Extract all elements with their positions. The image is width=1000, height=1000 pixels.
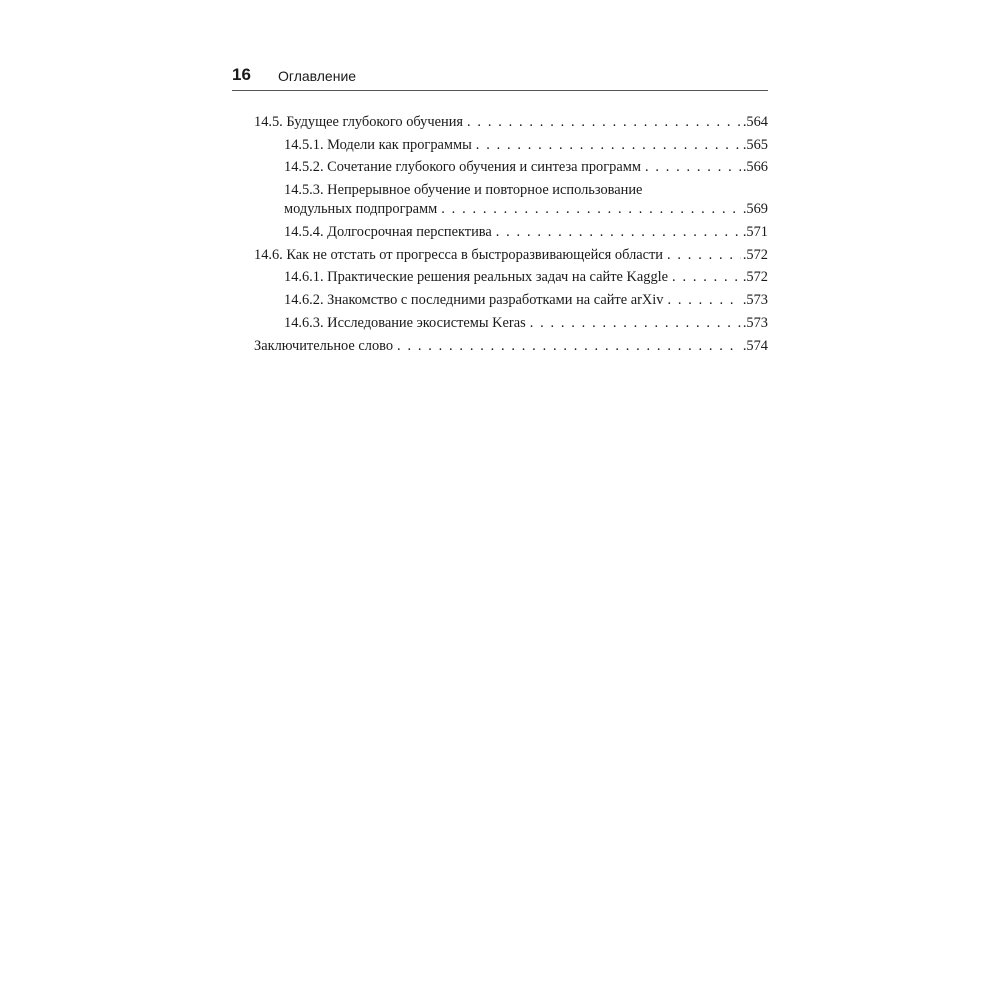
toc-entry-page: .574 <box>742 337 768 354</box>
toc-entry-14-5-4[interactable] <box>254 223 768 242</box>
toc-entry-page: .573 <box>742 292 768 309</box>
toc-entry-title: 14.6.1. Практические решения реальных задач на сайте Kaggle <box>284 269 669 286</box>
toc-entry-title: 14.6.3. Исследование экосистемы Keras <box>284 314 526 331</box>
toc-entry-page: .569 <box>742 201 768 218</box>
toc-entry-page: .572 <box>742 246 768 263</box>
toc-entry-title: 14.5.1. Модели как программы <box>284 136 472 153</box>
toc-entry-14-6-2[interactable] <box>254 291 768 310</box>
toc-entry-14-5-3[interactable] <box>254 181 768 219</box>
toc-entry-14-6-3[interactable] <box>254 314 768 333</box>
toc-entry-page: .564 <box>742 114 768 130</box>
dot-leader <box>530 314 741 333</box>
toc-entry-14-6[interactable] <box>254 246 768 265</box>
toc-entry-14-5-1[interactable] <box>254 136 768 155</box>
toc-entry-page: .572 <box>742 269 768 286</box>
toc-entry-14-5-2[interactable] <box>254 158 768 177</box>
dot-leader <box>496 223 741 242</box>
toc-entry-title-line1: 14.5.3. Непрерывное обучение и повторное использование <box>284 182 643 199</box>
toc-entry-title: 14.6. Как не отстать от прогресса в быстроразвивающейся области <box>254 246 664 263</box>
toc-entry-conclusion[interactable] <box>254 337 768 356</box>
toc-entry-title: Заключительное слово <box>254 337 394 354</box>
running-title: Оглавление <box>278 68 357 84</box>
toc-entry-page: .565 <box>742 136 768 153</box>
page-number: 16 <box>232 65 251 84</box>
toc-entry-14-6-1[interactable] <box>254 268 768 287</box>
toc-entry-page: .566 <box>742 159 768 176</box>
toc-entry-title: 14.6.2. Знакомство с последними разработками на сайте arXiv <box>284 292 664 309</box>
dot-leader <box>672 268 741 287</box>
dot-leader <box>667 246 741 265</box>
dot-leader <box>667 291 740 310</box>
toc-entry-14-5[interactable] <box>254 113 768 132</box>
toc-entry-title: 14.5. Будущее глубокого обучения <box>254 114 464 130</box>
page-header <box>232 64 768 91</box>
toc-entry-page: .573 <box>742 314 768 331</box>
dot-leader <box>441 200 741 219</box>
toc-entry-title: 14.5.4. Долгосрочная перспектива <box>284 224 492 241</box>
dot-leader <box>397 337 741 356</box>
toc-entry-title-line2: модульных подпрограмм <box>284 201 438 218</box>
dot-leader <box>467 113 741 132</box>
toc-entry-page: .571 <box>742 224 768 241</box>
toc-entry-title: 14.5.2. Сочетание глубокого обучения и синтеза программ <box>284 159 641 176</box>
dot-leader <box>645 158 741 177</box>
dot-leader <box>476 136 741 155</box>
table-of-contents <box>254 113 768 359</box>
